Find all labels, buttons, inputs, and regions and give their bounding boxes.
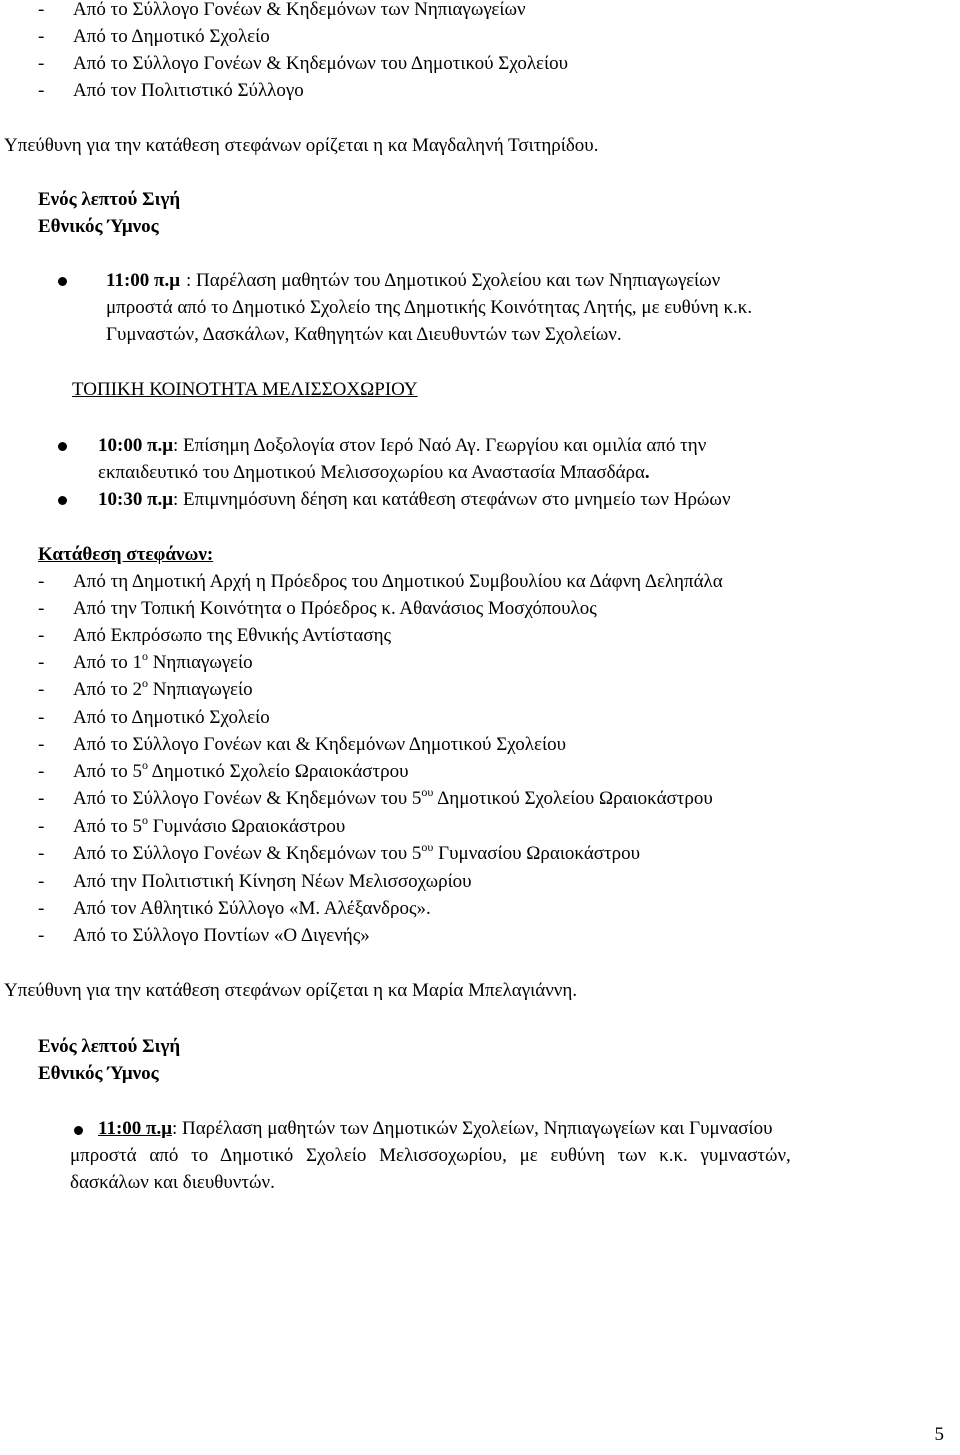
page-number: 5 — [934, 1424, 944, 1445]
anthem-heading: Εθνικός Ύμνος — [38, 216, 159, 237]
parade1-line1: 11:00 π.μ : Παρέλαση μαθητών του Δημοτικού Σχολείου και των Νηπιαγωγείων — [106, 270, 721, 291]
silence-heading: Ενός λεπτού Σιγή — [38, 1036, 181, 1057]
silence-heading: Ενός λεπτού Σιγή — [38, 189, 181, 210]
bullet-icon — [74, 1126, 83, 1135]
parade2-line1: 11:00 π.μ: Παρέλαση μαθητών των Δημοτικών Σχολείων, Νηπιαγωγείων και Γυμνασίου — [98, 1118, 773, 1139]
responsible-note: Υπεύθυνη για την κατάθεση στεφάνων ορίζεται η κα Μαρία Μπελαγιάννη. — [4, 980, 578, 1001]
parade2-line2: μπροστά από το Δημοτικό Σχολείο Μελισσοχωρίου, με ευθύνη των κ.κ. γυμναστών, — [70, 1145, 791, 1166]
parade1-line3: Γυμναστών, Δασκάλων, Καθηγητών και Διευθυντών των Σχολείων. — [106, 324, 622, 345]
event2-time: 10:30 π.μ — [98, 489, 174, 510]
bullet-icon — [58, 442, 67, 451]
event1-time: 10:00 π.μ — [98, 435, 174, 456]
wreaths-heading: Κατάθεση στεφάνων: — [38, 544, 214, 565]
event1-line1: 10:00 π.μ: Επίσημη Δοξολογία στον Ιερό Ναό Αγ. Γεωργίου και ομιλία από την — [98, 435, 707, 456]
parade2-time: 11:00 π.μ — [98, 1118, 172, 1139]
parade1-line2: μπροστά από το Δημοτικό Σχολείο της Δημοτικής Κοινότητας Λητής, με ευθύνη κ.κ. — [106, 297, 753, 318]
event1-line2: εκπαιδευτικό του Δημοτικού Μελισσοχωρίου κα Αναστασία Μπασδάρα. — [98, 462, 650, 483]
bullet-icon — [58, 496, 67, 505]
parade2-line3: δασκάλων και διευθυντών. — [70, 1172, 275, 1193]
event2-line: 10:30 π.μ: Επιμνημόσυνη δέηση και κατάθεση στεφάνων στο μνημείο των Ηρώων — [98, 489, 731, 510]
section-title: ΤΟΠΙΚΗ ΚΟΙΝΟΤΗΤΑ ΜΕΛΙΣΣΟΧΩΡΙΟΥ — [72, 379, 418, 400]
anthem-heading: Εθνικός Ύμνος — [38, 1063, 159, 1084]
responsible-note: Υπεύθυνη για την κατάθεση στεφάνων ορίζεται η κα Μαγδαληνή Τσιτηρίδου. — [4, 135, 599, 156]
bullet-icon — [58, 277, 67, 286]
parade1-time: 11:00 π.μ — [106, 270, 180, 291]
